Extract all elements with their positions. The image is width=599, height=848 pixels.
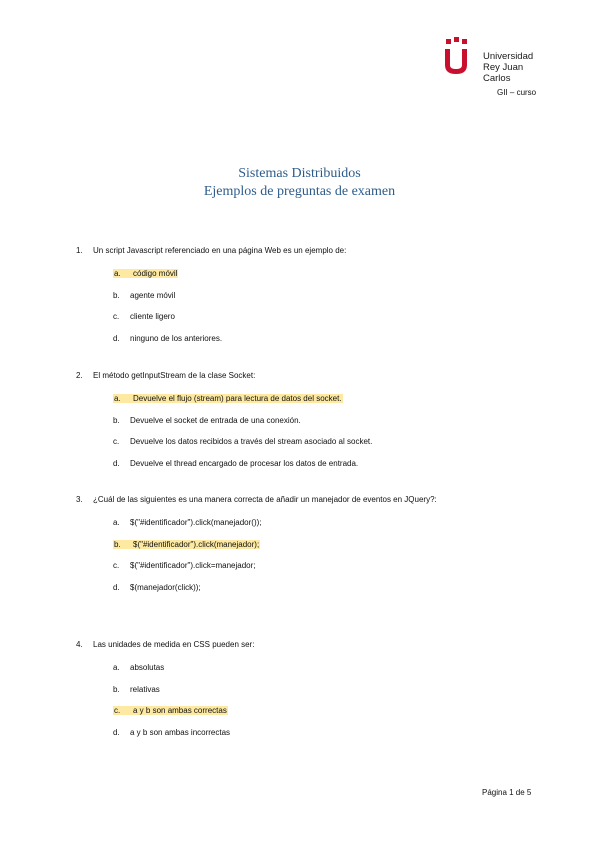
document-title xyxy=(0,165,599,201)
option-letter: c. xyxy=(113,437,120,447)
option-text: cliente ligero xyxy=(130,312,175,322)
question-text: ¿Cuál de las siguientes es una manera correcta de añadir un manejador de eventos en JQuery?: xyxy=(93,495,437,504)
option-c xyxy=(113,700,546,722)
option-letter: d. xyxy=(113,582,120,592)
option-letter: c. xyxy=(113,312,120,322)
option-text-correct: $("#identificador").click(manejador); xyxy=(133,539,260,549)
option-b xyxy=(113,285,546,307)
option-d xyxy=(113,577,546,599)
option-letter: a. xyxy=(113,269,132,278)
option-text: a y b son ambas incorrectas xyxy=(130,727,231,737)
option-letter: c. xyxy=(113,561,120,571)
option-letter: b. xyxy=(113,290,120,300)
university-name-line2: Rey Juan Carlos xyxy=(483,62,524,84)
option-text: $("#identificador").click(manejador()); xyxy=(130,518,262,528)
question-text: Las unidades de medida en CSS pueden ser: xyxy=(93,640,255,649)
question-number: 1. xyxy=(76,246,83,255)
option-a xyxy=(113,263,546,285)
option-letter: d. xyxy=(113,727,120,737)
question-number: 4. xyxy=(76,640,83,649)
urjc-logo-icon xyxy=(443,37,481,77)
page-number: Página 1 de 5 xyxy=(482,788,532,797)
option-letter: d. xyxy=(113,458,120,468)
option-letter: b. xyxy=(113,684,120,694)
question-text: Un script Javascript referenciado en una página Web es un ejemplo de: xyxy=(93,246,347,255)
question-3 xyxy=(76,495,546,598)
course-label: GII – curso xyxy=(497,88,537,97)
option-letter: b. xyxy=(113,415,120,425)
option-c xyxy=(113,306,546,328)
option-c xyxy=(113,555,546,577)
option-text-correct: a y b son ambas correctas xyxy=(133,706,227,716)
title-line1: Sistemas Distribuidos xyxy=(238,166,361,181)
option-text: absolutas xyxy=(130,663,165,673)
option-letter: c. xyxy=(113,706,132,715)
option-b xyxy=(113,679,546,701)
option-d xyxy=(113,722,546,744)
question-number: 3. xyxy=(76,495,83,504)
option-text: Devuelve los datos recibidos a través del stream asociado al socket. xyxy=(130,437,373,447)
option-text: $(manejador(click)); xyxy=(130,582,201,592)
option-letter: d. xyxy=(113,333,120,343)
question-1 xyxy=(76,246,546,349)
option-text: ninguno de los anteriores. xyxy=(130,333,223,343)
university-name xyxy=(483,51,553,84)
option-text: Devuelve el thread encargado de procesar los datos de entrada. xyxy=(130,458,359,468)
option-letter: a. xyxy=(113,394,132,403)
title-line2: Ejemplos de preguntas de examen xyxy=(203,184,396,199)
option-text-correct: código móvil xyxy=(133,269,178,279)
option-letter: b. xyxy=(113,540,132,549)
option-a xyxy=(113,388,546,410)
option-letter: a. xyxy=(113,663,120,673)
university-logo xyxy=(443,37,553,84)
question-number: 2. xyxy=(76,371,83,380)
option-text: Devuelve el socket de entrada de una conexión. xyxy=(130,415,301,425)
question-text: El método getInputStream de la clase Socket: xyxy=(93,371,256,380)
question-4 xyxy=(76,640,546,743)
option-c xyxy=(113,431,546,453)
university-name-line1: Universidad xyxy=(483,51,534,62)
question-2 xyxy=(76,371,546,474)
option-text-correct: Devuelve el flujo (stream) para lectura de datos del socket. xyxy=(133,394,342,404)
option-a xyxy=(113,657,546,679)
option-text: agente móvil xyxy=(130,290,176,300)
option-text: $("#identificador").click=manejador; xyxy=(130,561,256,571)
option-a xyxy=(113,512,546,534)
option-letter: a. xyxy=(113,518,120,528)
option-d xyxy=(113,328,546,350)
option-b xyxy=(113,410,546,432)
option-b xyxy=(113,534,546,556)
option-text: relativas xyxy=(130,684,160,694)
option-d xyxy=(113,453,546,475)
